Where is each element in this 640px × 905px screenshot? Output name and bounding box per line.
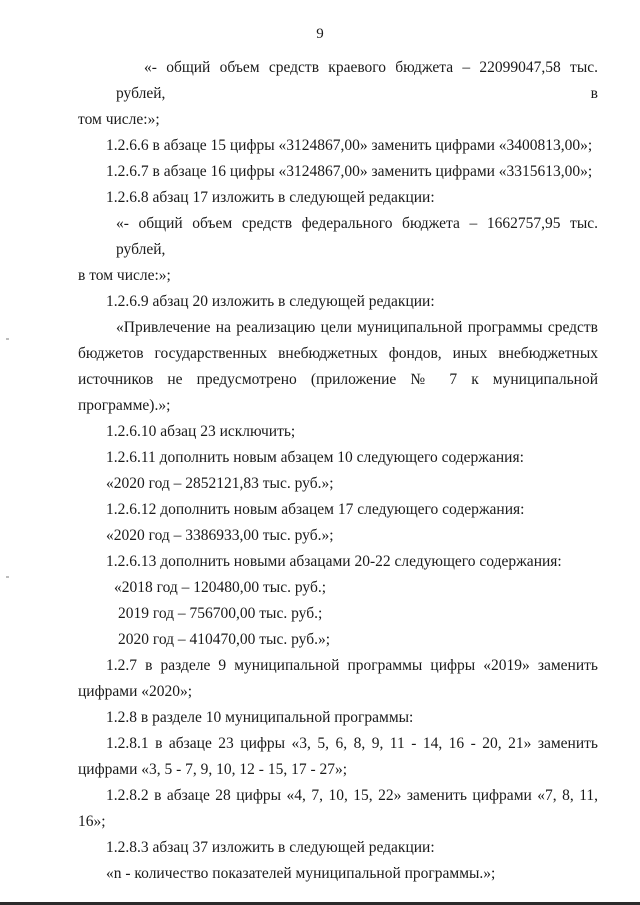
paragraph-line: 1.2.6.6 в абзаце 15 цифры «3124867,00» заменить цифрами «3400813,00»; [106, 137, 593, 154]
paragraph-line: цифрами «2020»; [78, 683, 193, 700]
paragraph-line: «Привлечение на реализацию цели муниципальной программы средств [116, 319, 598, 336]
paragraph-7 [78, 315, 598, 419]
paragraph-13 [78, 549, 598, 575]
paragraph-8 [78, 419, 598, 445]
paragraph-line: 1.2.6.10 абзац 23 исключить; [106, 423, 296, 440]
paragraph-4 [78, 185, 598, 211]
paragraph-line: 1.2.8.2 в абзаце 28 цифры «4, 7, 10, 15, 22» заменить цифрами «7, 8, 11, [106, 787, 598, 804]
paragraph-18 [78, 705, 598, 731]
document-body [78, 55, 598, 887]
paragraph-10 [78, 471, 598, 497]
paragraph-line: 1.2.8.1 в абзаце 23 цифры «3, 5, 6, 8, 9, 11 - 14, 16 - 20, 21» заменить [106, 735, 598, 752]
paragraph-5 [78, 211, 598, 289]
paragraph-20 [78, 783, 598, 835]
scan-artifact [6, 338, 9, 340]
scan-artifact [6, 576, 9, 578]
paragraph-line: 1.2.8 в разделе 10 муниципальной программы: [106, 709, 414, 726]
paragraph-line: «2018 год – 120480,00 тыс. руб.; [114, 579, 327, 596]
paragraph-line: «- общий объем средств федерального бюджета – 1662757,95 тыс. рублей, [116, 215, 598, 258]
paragraph-line: 1.2.6.12 дополнить новым абзацем 17 следующего содержания: [106, 501, 525, 518]
paragraph-line: 1.2.6.7 в абзаце 16 цифры «3124867,00» заменить цифрами «3315613,00»; [106, 163, 593, 180]
paragraph-line: 1.2.6.11 дополнить новым абзацем 10 следующего содержания: [106, 449, 524, 466]
page-number: 9 [316, 26, 324, 42]
paragraph-22 [78, 861, 598, 887]
paragraph-6 [78, 289, 598, 315]
paragraph-3 [78, 159, 598, 185]
paragraph-21 [78, 835, 598, 861]
paragraph-line: программе).»; [78, 397, 171, 414]
paragraph-line: «2020 год – 3386933,00 тыс. руб.»; [106, 527, 334, 544]
paragraph-9 [78, 445, 598, 471]
paragraph-line: источников не предусмотрено (приложение № 7 к муниципальной [78, 371, 598, 388]
paragraph-line: 2020 год – 410470,00 тыс. руб.»; [118, 631, 331, 648]
paragraph-line: 1.2.6.13 дополнить новыми абзацами 20-22 следующего содержания: [106, 553, 562, 570]
paragraph-2 [78, 133, 598, 159]
paragraph-line: 1.2.6.8 абзац 17 изложить в следующей редакции: [106, 189, 435, 206]
paragraph-line: 2019 год – 756700,00 тыс. руб.; [118, 605, 323, 622]
paragraph-12 [78, 523, 598, 549]
paragraph-19 [78, 731, 598, 783]
paragraph-line: 1.2.8.3 абзац 37 изложить в следующей редакции: [106, 839, 435, 856]
paragraph-line: в том числе:»; [78, 267, 171, 284]
paragraph-line: том числе:»; [78, 111, 160, 128]
paragraph-line: 1.2.7 в разделе 9 муниципальной программы цифры «2019» заменить [106, 657, 598, 674]
paragraph-line: цифрами «3, 5 - 7, 9, 10, 12 - 15, 17 - 27»; [78, 761, 348, 778]
paragraph-1 [78, 55, 598, 133]
paragraph-line: «- общий объем средств краевого бюджета – 22099047,58 тыс. рублей, в [116, 59, 598, 102]
paragraph-15 [78, 601, 598, 627]
paragraph-line: 1.2.6.9 абзац 20 изложить в следующей редакции: [106, 293, 435, 310]
paragraph-line: «2020 год – 2852121,83 тыс. руб.»; [106, 475, 334, 492]
paragraph-14 [78, 575, 598, 601]
paragraph-11 [78, 497, 598, 523]
paragraph-16 [78, 627, 598, 653]
paragraph-line: 16»; [78, 813, 106, 830]
paragraph-line: «n - количество показателей муниципальной программы.»; [106, 865, 496, 882]
paragraph-line: бюджетов государственных внебюджетных фондов, иных внебюджетных [78, 345, 598, 362]
paragraph-17 [78, 653, 598, 705]
